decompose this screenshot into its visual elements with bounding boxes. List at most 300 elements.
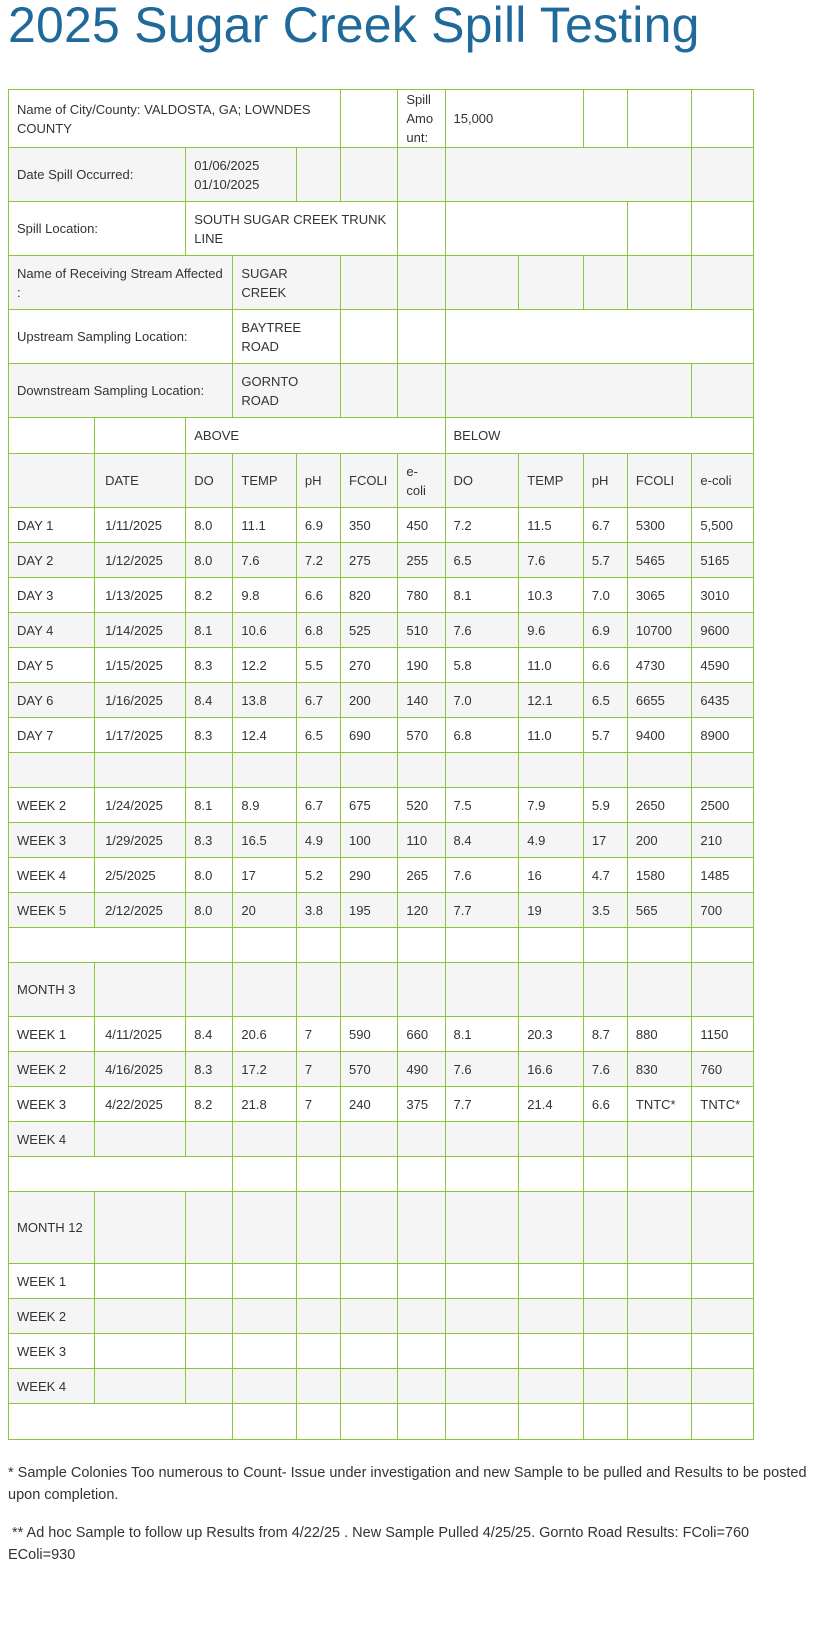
blank-cell (398, 364, 445, 418)
blank-cell (627, 928, 692, 963)
blank-cell (9, 1157, 233, 1192)
value-cell (398, 1299, 445, 1334)
blank-cell (445, 963, 519, 1017)
value-cell (296, 1122, 340, 1157)
blank-cell (445, 928, 519, 963)
value-cell (398, 1122, 445, 1157)
day-row (9, 543, 754, 578)
value-cell: 8.3 (186, 1052, 233, 1087)
value-cell: 17 (583, 823, 627, 858)
blank-cell (445, 310, 754, 364)
week-row (9, 893, 754, 928)
value-cell: 700 (692, 893, 754, 928)
value-cell: 8.2 (186, 578, 233, 613)
value-cell (445, 1299, 519, 1334)
month12-week-row (9, 1334, 754, 1369)
blank-cell (519, 1157, 584, 1192)
value-cell: 8.0 (186, 893, 233, 928)
spill-location-label: Spill Location: (9, 202, 186, 256)
value-cell: 6.6 (583, 648, 627, 683)
value-cell: 7.2 (296, 543, 340, 578)
value-cell: 450 (398, 508, 445, 543)
value-cell: 4.9 (296, 823, 340, 858)
date-cell: 4/22/2025 (95, 1087, 186, 1122)
row-label: WEEK 5 (9, 893, 95, 928)
blank-cell (692, 90, 754, 148)
value-cell (692, 1122, 754, 1157)
value-cell: 375 (398, 1087, 445, 1122)
blank-cell (627, 1157, 692, 1192)
month12-week-row (9, 1264, 754, 1299)
value-cell: 350 (341, 508, 398, 543)
value-cell: 5.7 (583, 543, 627, 578)
value-cell: 20 (233, 893, 297, 928)
row-label: WEEK 1 (9, 1264, 95, 1299)
date-cell: 2/12/2025 (95, 893, 186, 928)
blank-cell (341, 90, 398, 148)
blank-cell (692, 1157, 754, 1192)
temp-below-header: TEMP (519, 454, 584, 508)
value-cell: 20.6 (233, 1017, 297, 1052)
do-below-header: DO (445, 454, 519, 508)
value-cell: 9600 (692, 613, 754, 648)
date-spill-label: Date Spill Occurred: (9, 148, 186, 202)
info-row-location (9, 202, 754, 256)
value-cell: 8.1 (186, 613, 233, 648)
value-cell: 19 (519, 893, 584, 928)
row-label: MONTH 12 (9, 1192, 95, 1264)
blank-cell (445, 753, 519, 788)
value-cell: 4730 (627, 648, 692, 683)
value-cell: 7.5 (445, 788, 519, 823)
date-cell: 2/5/2025 (95, 858, 186, 893)
spill-testing-table (8, 89, 754, 1440)
value-cell (233, 1122, 297, 1157)
blank-cell (341, 1157, 398, 1192)
value-cell: 7.6 (445, 1052, 519, 1087)
blank-cell (296, 963, 340, 1017)
value-cell: 6655 (627, 683, 692, 718)
blank-cell (692, 963, 754, 1017)
value-cell: 110 (398, 823, 445, 858)
value-cell: 675 (341, 788, 398, 823)
value-cell: 21.8 (233, 1087, 297, 1122)
value-cell: 520 (398, 788, 445, 823)
blank-cell (9, 753, 95, 788)
value-cell: 12.1 (519, 683, 584, 718)
value-cell (233, 1299, 297, 1334)
receiving-stream-value: SUGAR CREEK (233, 256, 341, 310)
blank-cell (398, 1157, 445, 1192)
value-cell: 21.4 (519, 1087, 584, 1122)
value-cell (296, 1334, 340, 1369)
date-cell: 1/29/2025 (95, 823, 186, 858)
month3-week-row (9, 1052, 754, 1087)
value-cell: 11.0 (519, 718, 584, 753)
date-cell: 4/11/2025 (95, 1017, 186, 1052)
blank-cell (233, 1404, 297, 1440)
value-cell: 590 (341, 1017, 398, 1052)
blank-cell (692, 928, 754, 963)
month12-week-row (9, 1369, 754, 1404)
info-row-upstream (9, 310, 754, 364)
value-cell: 7.0 (445, 683, 519, 718)
value-cell: 510 (398, 613, 445, 648)
fcoli-below-header: FCOLI (627, 454, 692, 508)
blank-cell (583, 256, 627, 310)
date-cell: 1/11/2025 (95, 508, 186, 543)
value-cell: 4590 (692, 648, 754, 683)
value-cell (583, 1369, 627, 1404)
row-label: DAY 2 (9, 543, 95, 578)
value-cell: 16.6 (519, 1052, 584, 1087)
row-label: WEEK 4 (9, 1369, 95, 1404)
row-label: WEEK 2 (9, 788, 95, 823)
value-cell: 780 (398, 578, 445, 613)
info-row-city (9, 90, 754, 148)
value-cell (627, 1299, 692, 1334)
blank-cell (583, 1157, 627, 1192)
value-cell: 4.9 (519, 823, 584, 858)
ph-above-header: pH (296, 454, 340, 508)
blank-cell (519, 928, 584, 963)
value-cell: 140 (398, 683, 445, 718)
row-label: WEEK 3 (9, 823, 95, 858)
value-cell: 10.3 (519, 578, 584, 613)
below-header: BELOW (445, 418, 754, 454)
blank-cell (341, 148, 398, 202)
value-cell: 12.4 (233, 718, 297, 753)
value-cell (186, 1122, 233, 1157)
value-cell: 525 (341, 613, 398, 648)
value-cell: 8.0 (186, 858, 233, 893)
value-cell: 17.2 (233, 1052, 297, 1087)
row-label: DAY 6 (9, 683, 95, 718)
value-cell (583, 1299, 627, 1334)
blank-cell (583, 90, 627, 148)
blank-cell (398, 963, 445, 1017)
value-cell (341, 1122, 398, 1157)
footnote-adhoc: ** Ad hoc Sample to follow up Results from 4/22/25 . New Sample Pulled 4/25/25. Gornto Road Results: FColi=760 EColi=930 (8, 1525, 754, 1563)
blank-cell (341, 1192, 398, 1264)
value-cell: 11.1 (233, 508, 297, 543)
date-spill-value-1: 01/06/2025 (194, 157, 260, 173)
blank-cell (398, 256, 445, 310)
date-cell: 1/14/2025 (95, 613, 186, 648)
ph-below-header: pH (583, 454, 627, 508)
month3-week-row (9, 1017, 754, 1052)
month-header-row (9, 1192, 754, 1264)
value-cell: 830 (627, 1052, 692, 1087)
blank-cell (445, 1192, 519, 1264)
blank-cell (627, 256, 692, 310)
day-row (9, 508, 754, 543)
value-cell: 7.6 (445, 613, 519, 648)
value-cell: 13.8 (233, 683, 297, 718)
value-cell: 3065 (627, 578, 692, 613)
value-cell: 10700 (627, 613, 692, 648)
value-cell: 690 (341, 718, 398, 753)
value-cell (519, 1299, 584, 1334)
row-label: WEEK 4 (9, 858, 95, 893)
value-cell: 2650 (627, 788, 692, 823)
week-row (9, 823, 754, 858)
value-cell (445, 1369, 519, 1404)
value-cell: 7.0 (583, 578, 627, 613)
blank-cell (341, 928, 398, 963)
value-cell: 8.1 (186, 788, 233, 823)
value-cell: 3010 (692, 578, 754, 613)
value-cell: 1150 (692, 1017, 754, 1052)
value-cell: 6.6 (296, 578, 340, 613)
spill-amount-label: Spill Amount: (398, 90, 445, 148)
value-cell: 570 (398, 718, 445, 753)
blank-cell (583, 1404, 627, 1440)
blank-cell (583, 928, 627, 963)
value-cell (627, 1334, 692, 1369)
blank-cell (398, 928, 445, 963)
ecoli-above-header (398, 454, 445, 508)
value-cell: 290 (341, 858, 398, 893)
value-cell: 240 (341, 1087, 398, 1122)
blank-cell (341, 256, 398, 310)
value-cell: 1580 (627, 858, 692, 893)
value-cell (233, 1264, 297, 1299)
value-cell: 8.1 (445, 1017, 519, 1052)
date-cell (95, 1122, 186, 1157)
info-row-stream (9, 256, 754, 310)
value-cell: 6435 (692, 683, 754, 718)
value-cell (627, 1264, 692, 1299)
value-cell: 2500 (692, 788, 754, 823)
value-cell: 195 (341, 893, 398, 928)
blank-cell (341, 753, 398, 788)
value-cell: 9.8 (233, 578, 297, 613)
blank-cell (627, 90, 692, 148)
value-cell: 8900 (692, 718, 754, 753)
day-row (9, 683, 754, 718)
value-cell: 275 (341, 543, 398, 578)
downstream-location-value: GORNTO ROAD (233, 364, 341, 418)
blank-cell (341, 310, 398, 364)
value-cell (341, 1369, 398, 1404)
date-cell: 1/24/2025 (95, 788, 186, 823)
value-cell: 7.7 (445, 893, 519, 928)
value-cell (186, 1334, 233, 1369)
value-cell (341, 1264, 398, 1299)
blank-cell (9, 1404, 233, 1440)
value-cell: 7.2 (445, 508, 519, 543)
value-cell: 5.9 (583, 788, 627, 823)
ecoli-below-header: e-coli (692, 454, 754, 508)
value-cell: 760 (692, 1052, 754, 1087)
month-header-row (9, 963, 754, 1017)
row-label: DAY 4 (9, 613, 95, 648)
value-cell: 12.2 (233, 648, 297, 683)
value-cell: 7.9 (519, 788, 584, 823)
value-cell (445, 1122, 519, 1157)
value-cell: 565 (627, 893, 692, 928)
value-cell (519, 1369, 584, 1404)
section-header-row (9, 418, 754, 454)
spacer-row (9, 1404, 754, 1440)
city-county-label: Name of City/County: VALDOSTA, GA; LOWNDES COUNTY (9, 90, 341, 148)
value-cell: 7 (296, 1017, 340, 1052)
blank-cell (9, 418, 95, 454)
value-cell: 11.0 (519, 648, 584, 683)
week-row (9, 858, 754, 893)
value-cell: TNTC* (692, 1087, 754, 1122)
blank-cell (341, 963, 398, 1017)
spill-amount-value: 15,000 (445, 90, 583, 148)
value-cell: 9.6 (519, 613, 584, 648)
blank-cell (692, 364, 754, 418)
value-cell (296, 1299, 340, 1334)
blank-cell (95, 418, 186, 454)
blank-cell (233, 1157, 297, 1192)
blank-cell (583, 753, 627, 788)
blank-cell (9, 928, 186, 963)
blank-cell (398, 202, 445, 256)
date-cell: 1/16/2025 (95, 683, 186, 718)
value-cell: 5300 (627, 508, 692, 543)
blank-cell (445, 1157, 519, 1192)
above-header: ABOVE (186, 418, 445, 454)
fcoli-above-header: FCOLI (341, 454, 398, 508)
value-cell: 7.6 (519, 543, 584, 578)
row-label: DAY 7 (9, 718, 95, 753)
blank-cell (296, 1157, 340, 1192)
value-cell (398, 1334, 445, 1369)
blank-cell (519, 963, 584, 1017)
value-cell: 6.6 (583, 1087, 627, 1122)
row-label: WEEK 3 (9, 1087, 95, 1122)
blank-cell (341, 364, 398, 418)
value-cell (583, 1122, 627, 1157)
value-cell: 6.8 (445, 718, 519, 753)
blank-cell (233, 963, 297, 1017)
value-cell (692, 1334, 754, 1369)
value-cell: 1485 (692, 858, 754, 893)
blank-cell (445, 256, 519, 310)
value-cell: 6.7 (583, 508, 627, 543)
value-cell: 7.7 (445, 1087, 519, 1122)
receiving-stream-label: Name of Receiving Stream Affected : (9, 256, 233, 310)
blank-cell (445, 148, 692, 202)
value-cell (296, 1369, 340, 1404)
date-cell: 1/15/2025 (95, 648, 186, 683)
value-cell (233, 1334, 297, 1369)
blank-cell (519, 256, 584, 310)
blank-cell (186, 753, 233, 788)
row-label: DAY 5 (9, 648, 95, 683)
day-row (9, 578, 754, 613)
blank-cell (445, 1404, 519, 1440)
row-label: WEEK 2 (9, 1052, 95, 1087)
value-cell: 200 (341, 683, 398, 718)
value-cell (583, 1334, 627, 1369)
upstream-location-value: BAYTREE ROAD (233, 310, 341, 364)
date-cell: 4/16/2025 (95, 1052, 186, 1087)
blank-cell (692, 753, 754, 788)
blank-cell (233, 1192, 297, 1264)
value-cell: 6.5 (445, 543, 519, 578)
value-cell: 5.5 (296, 648, 340, 683)
blank-cell (341, 1404, 398, 1440)
value-cell: 8.9 (233, 788, 297, 823)
value-cell: 5465 (627, 543, 692, 578)
value-cell: 4.7 (583, 858, 627, 893)
value-cell: 9400 (627, 718, 692, 753)
blank-cell (445, 202, 627, 256)
spacer-row (9, 753, 754, 788)
do-above-header: DO (186, 454, 233, 508)
value-cell: 11.5 (519, 508, 584, 543)
value-cell (519, 1264, 584, 1299)
month3-week-row (9, 1087, 754, 1122)
blank-cell (398, 753, 445, 788)
value-cell: 16.5 (233, 823, 297, 858)
blank-cell (519, 1404, 584, 1440)
spacer-row (9, 1157, 754, 1192)
value-cell (398, 1369, 445, 1404)
value-cell: 7 (296, 1087, 340, 1122)
blank-cell (692, 256, 754, 310)
blank-cell (296, 753, 340, 788)
value-cell: 6.9 (296, 508, 340, 543)
blank-cell (186, 928, 233, 963)
value-cell: 6.7 (296, 788, 340, 823)
value-cell: 5.7 (583, 718, 627, 753)
value-cell: 820 (341, 578, 398, 613)
blank-cell (95, 1192, 186, 1264)
value-cell: 6.8 (296, 613, 340, 648)
downstream-location-label: Downstream Sampling Location: (9, 364, 233, 418)
value-cell: 270 (341, 648, 398, 683)
value-cell: 8.4 (445, 823, 519, 858)
blank-cell (398, 310, 445, 364)
month12-week-row (9, 1299, 754, 1334)
date-cell: 1/12/2025 (95, 543, 186, 578)
blank-cell (627, 1404, 692, 1440)
day-row (9, 648, 754, 683)
blank-cell (583, 1192, 627, 1264)
value-cell: 265 (398, 858, 445, 893)
date-cell (95, 1334, 186, 1369)
value-cell: 8.3 (186, 648, 233, 683)
value-cell (341, 1299, 398, 1334)
row-label: WEEK 1 (9, 1017, 95, 1052)
value-cell: 8.4 (186, 1017, 233, 1052)
value-cell: 210 (692, 823, 754, 858)
info-row-downstream (9, 364, 754, 418)
value-cell: 255 (398, 543, 445, 578)
value-cell (519, 1122, 584, 1157)
value-cell (445, 1264, 519, 1299)
date-spill-value-2: 01/10/2025 (194, 176, 260, 192)
day-row (9, 613, 754, 648)
blank-cell (519, 1192, 584, 1264)
value-cell (186, 1369, 233, 1404)
blank-cell (692, 1192, 754, 1264)
value-cell: 200 (627, 823, 692, 858)
value-cell: 570 (341, 1052, 398, 1087)
value-cell (692, 1369, 754, 1404)
row-label: WEEK 2 (9, 1299, 95, 1334)
value-cell: 6.5 (583, 683, 627, 718)
value-cell: 490 (398, 1052, 445, 1087)
temp-above-header: TEMP (233, 454, 297, 508)
